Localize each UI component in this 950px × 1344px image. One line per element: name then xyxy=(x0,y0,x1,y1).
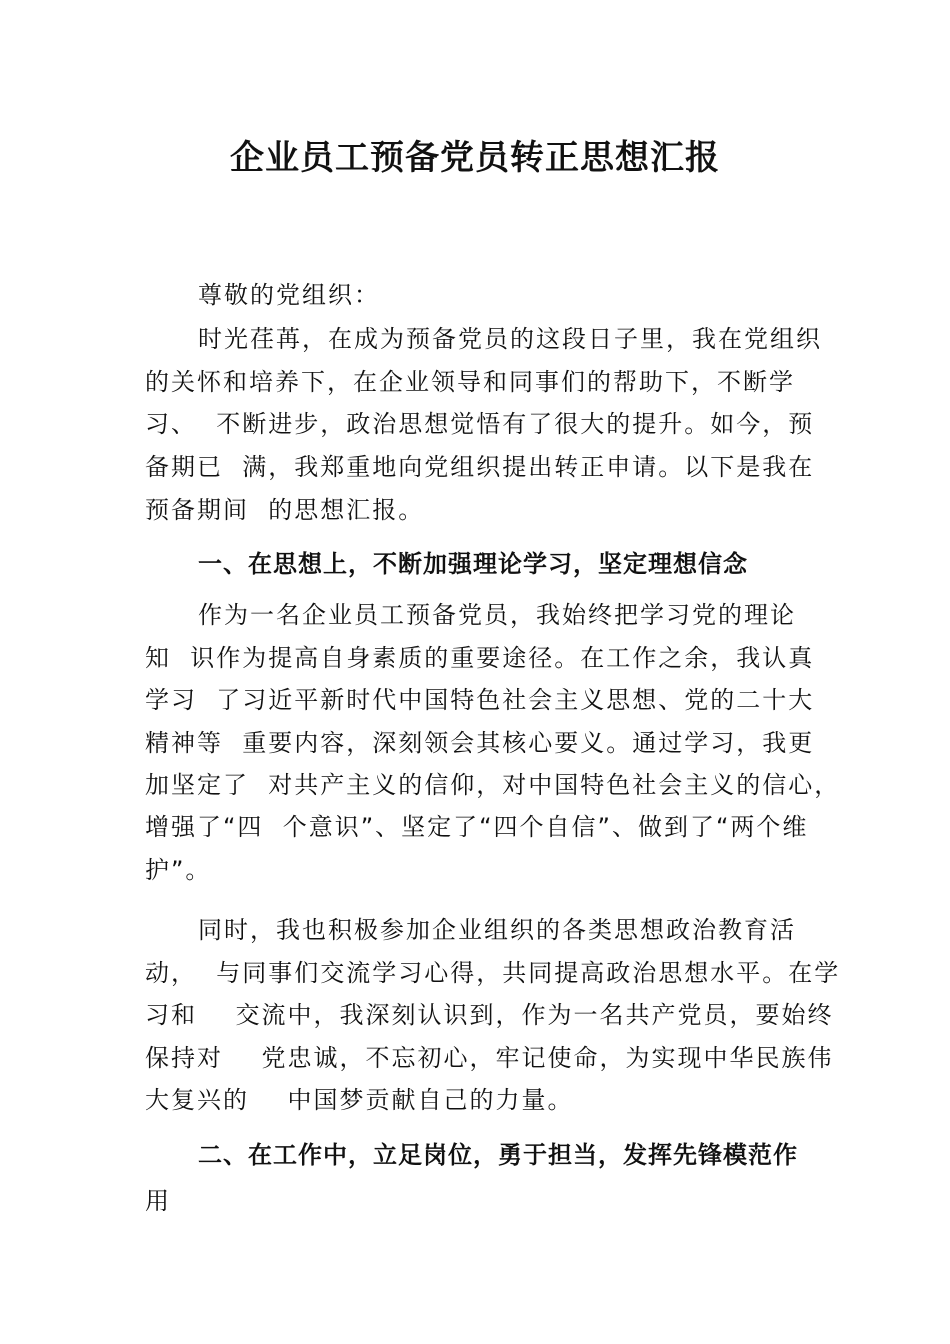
paragraph-line: 增强了“四 个意识”、坚定了“四个自信”、做到了“两个维 xyxy=(145,813,809,841)
salutation: 尊敬的党组织： xyxy=(198,281,380,309)
paragraph-line: 同时，我也积极参加企业组织的各类思想政治教育活 xyxy=(198,916,796,944)
paragraph-line: 保持对 党忠诚，不忘初心，牢记使命，为实现中华民族伟 xyxy=(145,1044,834,1072)
paragraph-line: 习、 不断进步，政治思想觉悟有了很大的提升。如今，预 xyxy=(145,410,815,438)
paragraph-line: 学习 了习近平新时代中国特色社会主义思想、党的二十大 xyxy=(145,686,815,714)
section-heading-2: 二、在工作中，立足岗位，勇于担当，发挥先锋模范作 xyxy=(198,1141,798,1169)
paragraph-line: 加坚定了 对共产主义的信仰，对中国特色社会主义的信心， xyxy=(145,771,841,799)
paragraph-line: 备期已 满，我郑重地向党组织提出转正申请。以下是我在 xyxy=(145,453,815,481)
paragraph-line: 时光荏苒，在成为预备党员的这段日子里，我在党组织 xyxy=(198,325,822,353)
paragraph-line: 用 xyxy=(145,1187,171,1215)
paragraph-line: 的关怀和培养下，在企业领导和同事们的帮助下，不断学 xyxy=(145,368,795,396)
paragraph-line: 作为一名企业员工预备党员，我始终把学习党的理论 xyxy=(198,601,796,629)
paragraph-line: 习和 交流中，我深刻认识到，作为一名共产党员，要始终 xyxy=(145,1001,834,1029)
paragraph-line: 知 识作为提高自身素质的重要途径。在工作之余，我认真 xyxy=(145,644,815,672)
paragraph-line: 大复兴的 中国梦贡献自己的力量。 xyxy=(145,1086,574,1114)
paragraph-line: 动， 与同事们交流学习心得，共同提高政治思想水平。在学 xyxy=(145,959,841,987)
paragraph-line: 护”。 xyxy=(145,856,212,884)
section-heading-1: 一、在思想上，不断加强理论学习，坚定理想信念 xyxy=(198,550,748,578)
paragraph-line: 预备期间 的思想汇报。 xyxy=(145,496,425,524)
document-title: 企业员工预备党员转正思想汇报 xyxy=(230,138,720,178)
paragraph-line: 精神等 重要内容，深刻领会其核心要义。通过学习，我更 xyxy=(145,729,815,757)
